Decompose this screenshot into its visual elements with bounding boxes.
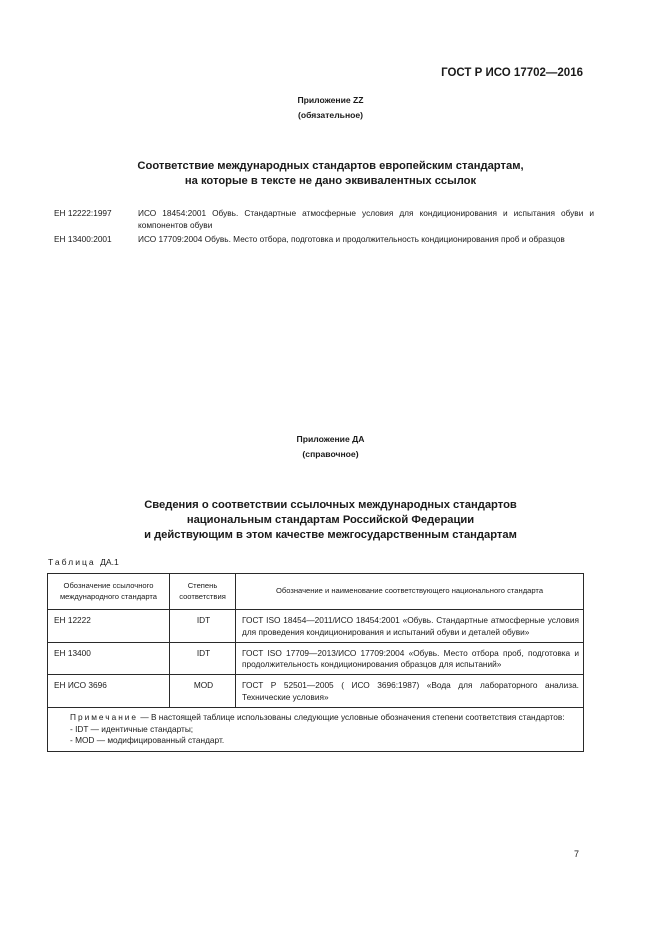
annex-da-heading-line3: и действующим в этом качестве межгосударственным стандартам bbox=[144, 529, 517, 541]
note-item-mod: - MOD — модифицированный стандарт. bbox=[70, 735, 225, 746]
column-header-intl-line1: Обозначение ссылочного bbox=[63, 581, 154, 590]
national-standard-cell: ГОСТ Р 52501—2005 ( ИСО 3696:1987) «Вода для лабораторного анализа. Технические условия» bbox=[236, 675, 584, 708]
note-label: Примечание bbox=[70, 711, 139, 722]
annex-da-status: (справочное) bbox=[302, 449, 359, 459]
column-header-degree bbox=[170, 574, 236, 610]
correspondence-table bbox=[47, 573, 584, 752]
table-header-row bbox=[48, 574, 584, 610]
reference-list bbox=[54, 207, 594, 246]
annex-zz-title: Приложение ZZ bbox=[297, 95, 364, 105]
note-text bbox=[56, 712, 577, 724]
page-number: 7 bbox=[574, 849, 580, 859]
annex-da-heading-line1: Сведения о соответствии ссылочных международных стандартов bbox=[144, 499, 517, 511]
intl-standard-cell: ЕН 12222 bbox=[48, 610, 170, 643]
reference-description: ИСО 18454:2001 Обувь. Стандартные атмосферные условия для кондиционирования и испытания обуви и компонентов обуви bbox=[138, 208, 594, 231]
table-row bbox=[48, 642, 584, 675]
table-note bbox=[48, 707, 584, 751]
annex-zz-status: (обязательное) bbox=[297, 110, 364, 120]
national-standard-cell: ГОСТ ISO 18454—2011/ИСО 18454:2001 «Обувь. Стандартные атмосферные условия для проведения кондиционирования и испытаний обуви и деталей обуви» bbox=[236, 610, 584, 643]
table-note-row bbox=[48, 707, 584, 751]
national-standard-cell: ГОСТ ISO 17709—2013/ИСО 17709:2004 «Обувь. Место отбора проб, подготовка и продолжительность кондиционирования образцов для испытаний» bbox=[236, 642, 584, 675]
table-row bbox=[48, 675, 584, 708]
table-caption-number: ДА.1 bbox=[100, 557, 119, 567]
annex-da-heading-line2: национальным стандартам Российской Федерации bbox=[186, 514, 475, 526]
column-header-intl-line2: международного стандарта bbox=[59, 591, 158, 601]
column-header-degree-line1: Степень bbox=[187, 581, 218, 590]
reference-code: ЕН 13400:2001 bbox=[54, 233, 112, 244]
document-code: ГОСТ Р ИСО 17702—2016 bbox=[441, 67, 583, 79]
annex-zz-heading-line1: Соответствие международных стандартов европейским стандартам, bbox=[137, 160, 524, 172]
reference-code: ЕН 12222:1997 bbox=[54, 208, 112, 218]
intl-standard-cell: ЕН ИСО 3696 bbox=[48, 675, 170, 708]
reference-item bbox=[54, 207, 594, 232]
degree-cell: IDT bbox=[170, 610, 236, 643]
annex-zz-heading-line2: на которые в тексте не дано эквивалентных ссылок bbox=[184, 175, 477, 187]
column-header-degree-line2: соответствия bbox=[179, 591, 226, 601]
degree-cell: IDT bbox=[170, 642, 236, 675]
note-body: — В настоящей таблице использованы следующие условные обозначения степени соответствия стандартов: bbox=[138, 711, 565, 722]
annex-da-title: Приложение ДА bbox=[296, 434, 365, 444]
column-header-national: Обозначение и наименование соответствующего национального стандарта bbox=[236, 574, 584, 610]
table-caption-label: Таблица bbox=[48, 557, 96, 567]
column-header-intl bbox=[48, 574, 170, 610]
reference-description: ИСО 17709:2004 Обувь. Место отбора, подготовка и продолжительность кондиционирования проб и образцов bbox=[138, 233, 565, 244]
intl-standard-cell: ЕН 13400 bbox=[48, 642, 170, 675]
table-caption bbox=[48, 557, 119, 567]
note-item-idt: - IDT — идентичные стандарты; bbox=[70, 723, 194, 734]
degree-cell: MOD bbox=[170, 675, 236, 708]
reference-item bbox=[54, 233, 594, 245]
table-row bbox=[48, 610, 584, 643]
